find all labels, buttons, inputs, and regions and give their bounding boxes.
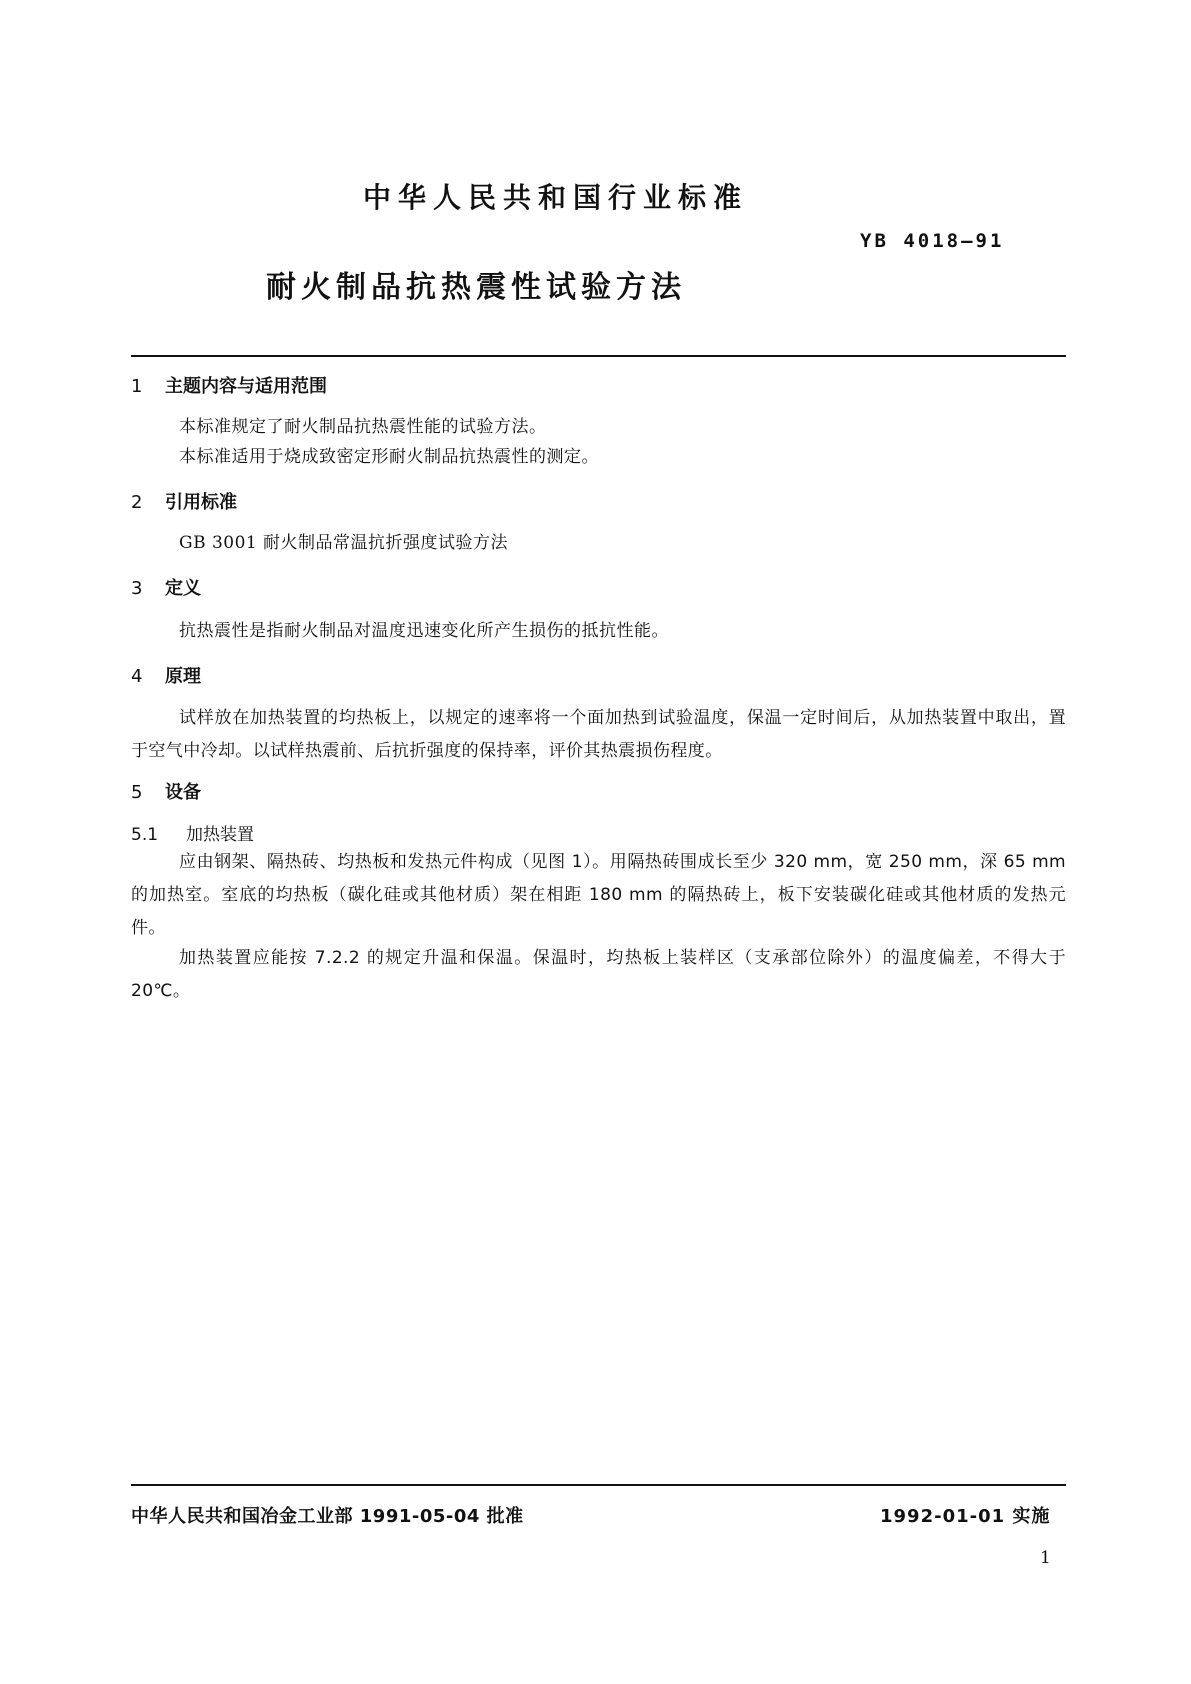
section-3-heading (131, 574, 201, 600)
footer-divider (131, 1484, 1066, 1486)
section-title: 设备 (165, 782, 201, 803)
section-title: 引用标准 (165, 492, 237, 513)
implementation-date: 1992-01-01 实施 (880, 1506, 1051, 1527)
section-title: 主题内容与适用范围 (165, 376, 327, 397)
page-number: 1 (1040, 1548, 1051, 1568)
standard-code: YB 4018—91 (860, 230, 1005, 252)
section-number: 3 (131, 578, 143, 599)
section-title: 原理 (165, 666, 201, 687)
section-number: 5 (131, 782, 143, 803)
section-5-heading (131, 778, 201, 804)
section-4-paragraph-1: 试样放在加热装置的均热板上，以规定的速率将一个面加热到试验温度，保温一定时间后，从加热装置中取出，置于空气中冷却。以试样热震前、后抗折强度的保持率，评价其热震损伤程度。 (131, 708, 1066, 761)
section-1-paragraph-1: 本标准规定了耐火制品抗热震性能的试验方法。 (179, 417, 547, 437)
subsection-number: 5.1 (131, 825, 159, 845)
section-1-heading (131, 372, 327, 398)
section-title: 定义 (165, 578, 201, 599)
reference-title: 耐火制品常温抗折强度试验方法 (263, 533, 508, 553)
standard-type-heading: 中华人民共和国行业标准 (362, 181, 748, 214)
section-number: 1 (131, 376, 143, 397)
approval-statement: 中华人民共和国冶金工业部 1991-05-04 批准 (131, 1506, 524, 1527)
subsection-5-1-paragraph-1: 应由钢架、隔热砖、均热板和发热元件构成（见图 1）。用隔热砖围成长至少 320 mm，宽 250 mm，深 65 mm 的加热室。室底的均热板（碳化硅或其他材质）架在相距 180 mm 的隔热砖上，板下安装碳化硅或其他材质的发热元件。 (131, 852, 1066, 938)
section-number: 2 (131, 492, 143, 513)
reference-entry (179, 528, 508, 558)
section-3-paragraph-1: 抗热震性是指耐火制品对温度迅速变化所产生损伤的抵抗性能。 (179, 621, 669, 641)
subsection-5-1-heading (131, 820, 254, 845)
section-1-paragraph-2: 本标准适用于烧成致密定形耐火制品抗热震性的测定。 (179, 447, 599, 467)
subsection-5-1-paragraph-2: 加热装置应能按 7.2.2 的规定升温和保温。保温时，均热板上装样区（支承部位除外）的温度偏差，不得大于 20℃。 (131, 948, 1066, 1001)
document-title: 耐火制品抗热震性试验方法 (266, 270, 686, 305)
section-number: 4 (131, 666, 143, 687)
section-2-heading (131, 488, 237, 514)
header-divider (131, 355, 1066, 357)
section-4-heading (131, 662, 201, 688)
reference-code: GB 3001 (179, 533, 258, 553)
subsection-title: 加热装置 (186, 825, 254, 845)
